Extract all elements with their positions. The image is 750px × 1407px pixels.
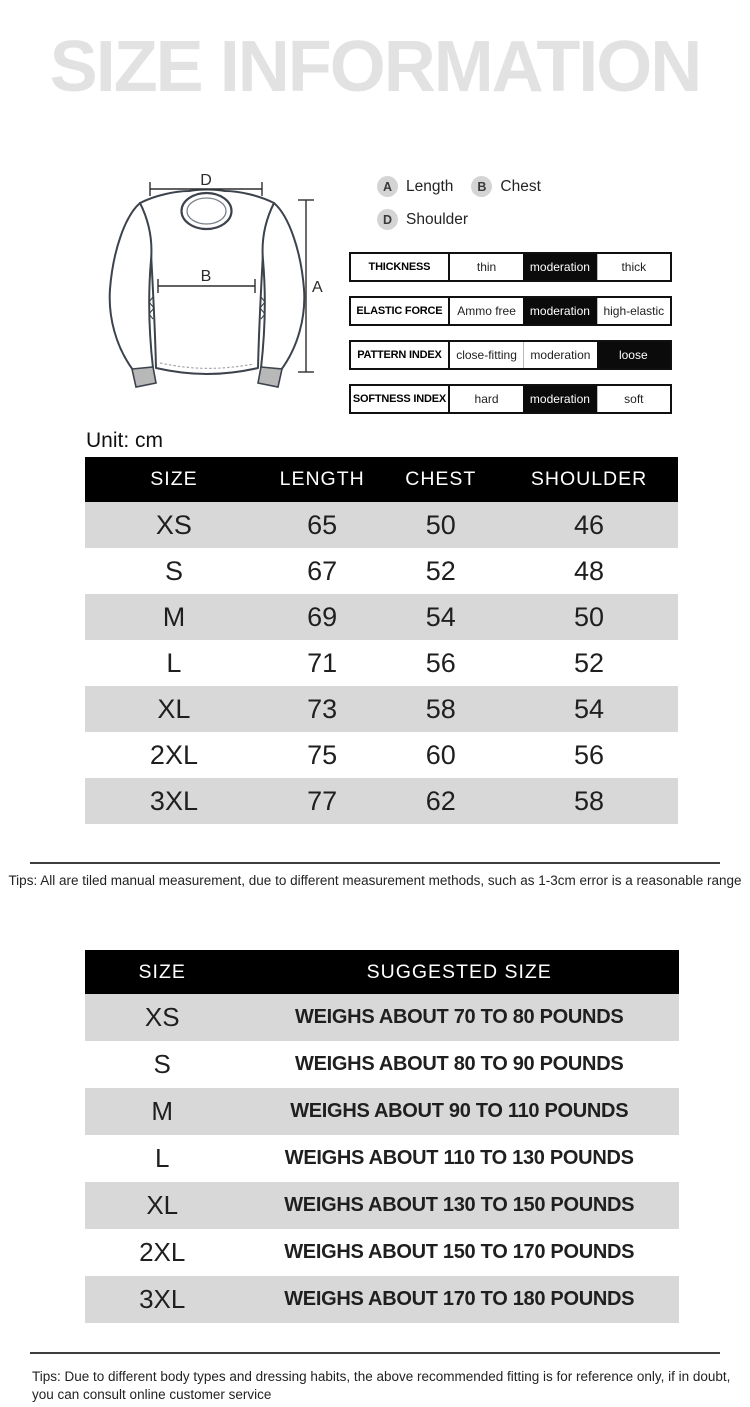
divider bbox=[30, 862, 720, 864]
right-cuff bbox=[258, 367, 282, 387]
table-cell: S bbox=[164, 555, 183, 586]
size-table-body bbox=[85, 502, 678, 824]
legend-badge-b: B bbox=[471, 176, 492, 197]
table-cell: 65 bbox=[263, 502, 382, 548]
legend-label-length: Length bbox=[406, 177, 454, 195]
table-cell: 54 bbox=[500, 686, 678, 732]
table-cell: WEIGHS ABOUT 90 TO 110 POUNDS bbox=[239, 1088, 679, 1135]
table-cell: 50 bbox=[381, 502, 500, 548]
attribute-row bbox=[349, 252, 672, 282]
divider bbox=[30, 1352, 720, 1354]
attribute-option: thick bbox=[597, 254, 670, 280]
table-cell: 56 bbox=[425, 647, 456, 678]
size-table-header-size: SIZE bbox=[85, 457, 263, 502]
suggest-table-row bbox=[85, 1229, 679, 1276]
legend-label-shoulder: Shoulder bbox=[406, 210, 469, 228]
table-cell: 77 bbox=[263, 778, 382, 824]
legend-row bbox=[377, 209, 559, 230]
size-table-row bbox=[85, 502, 678, 548]
attribute-row bbox=[349, 340, 672, 370]
attribute-option: moderation bbox=[523, 342, 596, 368]
attribute-option-selected: loose bbox=[597, 342, 670, 368]
table-cell: WEIGHS ABOUT 110 TO 130 POUNDS bbox=[284, 1147, 634, 1169]
garment-diagram bbox=[98, 165, 348, 430]
left-cuff bbox=[132, 367, 156, 387]
table-cell: 58 bbox=[500, 778, 678, 824]
table-cell: WEIGHS ABOUT 130 TO 150 POUNDS bbox=[239, 1182, 679, 1229]
attribute-table bbox=[349, 252, 672, 428]
table-cell: 52 bbox=[425, 555, 456, 586]
chest-measure-label: B bbox=[200, 268, 212, 285]
table-cell: WEIGHS ABOUT 80 TO 90 POUNDS bbox=[295, 1053, 624, 1075]
length-measure-label: A bbox=[312, 279, 323, 296]
table-cell: 62 bbox=[381, 778, 500, 824]
attribute-option: Ammo free bbox=[457, 304, 516, 318]
size-table-row bbox=[85, 640, 678, 686]
table-cell: WEIGHS ABOUT 150 TO 170 POUNDS bbox=[284, 1241, 635, 1263]
table-cell: 69 bbox=[263, 594, 382, 640]
suggest-table-header-row bbox=[85, 950, 679, 994]
table-cell: 2XL bbox=[149, 739, 198, 770]
measure-legend bbox=[377, 176, 559, 242]
measurement-tips: Tips: All are tiled manual measurement, due to different measurement methods, such as 1-3cm error is a reasonable range bbox=[8, 873, 742, 888]
table-cell: 3XL bbox=[85, 1276, 239, 1323]
table-cell: 2XL bbox=[139, 1237, 186, 1267]
attribute-label: PATTERN INDEX bbox=[351, 342, 450, 368]
suggest-table-row bbox=[85, 1276, 679, 1323]
page-title: SIZE INFORMATION bbox=[49, 27, 701, 107]
suggest-table-row bbox=[85, 1135, 679, 1182]
size-table-header-row bbox=[85, 457, 678, 502]
suggest-table-body bbox=[85, 994, 679, 1323]
table-cell: 56 bbox=[574, 739, 605, 770]
attribute-label: ELASTIC FORCE bbox=[351, 298, 450, 324]
suggest-table-row bbox=[85, 1182, 679, 1229]
legend-item-length bbox=[377, 176, 453, 197]
suggest-table-row bbox=[85, 994, 679, 1041]
shoulder-measure-label: D bbox=[200, 172, 212, 189]
table-cell: 75 bbox=[307, 739, 338, 770]
size-table-row bbox=[85, 686, 678, 732]
attribute-option: close-fitting bbox=[456, 348, 517, 362]
table-cell: 48 bbox=[574, 555, 605, 586]
table-cell: 73 bbox=[263, 686, 382, 732]
table-cell: 50 bbox=[500, 594, 678, 640]
attribute-label: THICKNESS bbox=[351, 254, 450, 280]
legend-label-chest: Chest bbox=[500, 177, 541, 195]
attribute-option: soft bbox=[597, 386, 670, 412]
garment-right-sleeve bbox=[261, 203, 304, 370]
attribute-option: high-elastic bbox=[597, 298, 670, 324]
size-table-row bbox=[85, 778, 678, 824]
table-cell: 60 bbox=[425, 739, 456, 770]
legend-badge-a: A bbox=[377, 176, 398, 197]
suggest-table-header-size: SIZE bbox=[85, 950, 239, 994]
attribute-row bbox=[349, 384, 672, 414]
table-cell: L bbox=[154, 1143, 170, 1173]
table-cell: 54 bbox=[381, 594, 500, 640]
legend-item-shoulder bbox=[377, 209, 468, 230]
table-cell: XL bbox=[85, 686, 263, 732]
attribute-row bbox=[349, 296, 672, 326]
attribute-option: thin bbox=[476, 260, 497, 274]
attribute-option: hard bbox=[474, 392, 499, 406]
suggest-table-row bbox=[85, 1041, 679, 1088]
suggest-table-row bbox=[85, 1088, 679, 1135]
table-cell: 67 bbox=[307, 555, 338, 586]
table-cell: XL bbox=[85, 1182, 239, 1229]
size-table bbox=[85, 457, 678, 824]
unit-label: Unit: cm bbox=[86, 429, 164, 452]
table-cell: S bbox=[153, 1049, 171, 1079]
table-cell: XS bbox=[85, 994, 239, 1041]
table-cell: XS bbox=[85, 502, 263, 548]
table-cell: 71 bbox=[307, 647, 338, 678]
attribute-option-selected: moderation bbox=[523, 386, 596, 412]
fitting-tips: Tips: Due to different body types and dressing habits, the above recommended fitting is for reference only, if in doubt, you can consult online customer service bbox=[32, 1369, 731, 1403]
suggest-table-header-suggested: SUGGESTED SIZE bbox=[239, 950, 679, 994]
table-cell: 3XL bbox=[85, 778, 263, 824]
table-cell: M bbox=[85, 1088, 239, 1135]
table-cell: 58 bbox=[381, 686, 500, 732]
table-cell: L bbox=[166, 647, 182, 678]
size-table-header-shoulder: SHOULDER bbox=[500, 457, 678, 502]
attribute-label: SOFTNESS INDEX bbox=[351, 386, 450, 412]
legend-badge-d: D bbox=[377, 209, 398, 230]
table-cell: M bbox=[85, 594, 263, 640]
table-cell: 52 bbox=[574, 647, 605, 678]
garment-left-sleeve bbox=[110, 203, 153, 370]
legend-item-chest bbox=[471, 176, 541, 197]
attribute-option-selected: moderation bbox=[523, 254, 596, 280]
table-cell: WEIGHS ABOUT 70 TO 80 POUNDS bbox=[239, 994, 679, 1041]
suggest-table bbox=[85, 950, 679, 1323]
legend-row bbox=[377, 176, 559, 197]
size-table-row bbox=[85, 548, 678, 594]
table-cell: 46 bbox=[500, 502, 678, 548]
size-table-header-chest: CHEST bbox=[381, 457, 500, 502]
size-table-row bbox=[85, 732, 678, 778]
attribute-option-selected: moderation bbox=[523, 298, 596, 324]
size-table-row bbox=[85, 594, 678, 640]
table-cell: WEIGHS ABOUT 170 TO 180 POUNDS bbox=[239, 1276, 679, 1323]
size-table-header-length: LENGTH bbox=[263, 457, 382, 502]
